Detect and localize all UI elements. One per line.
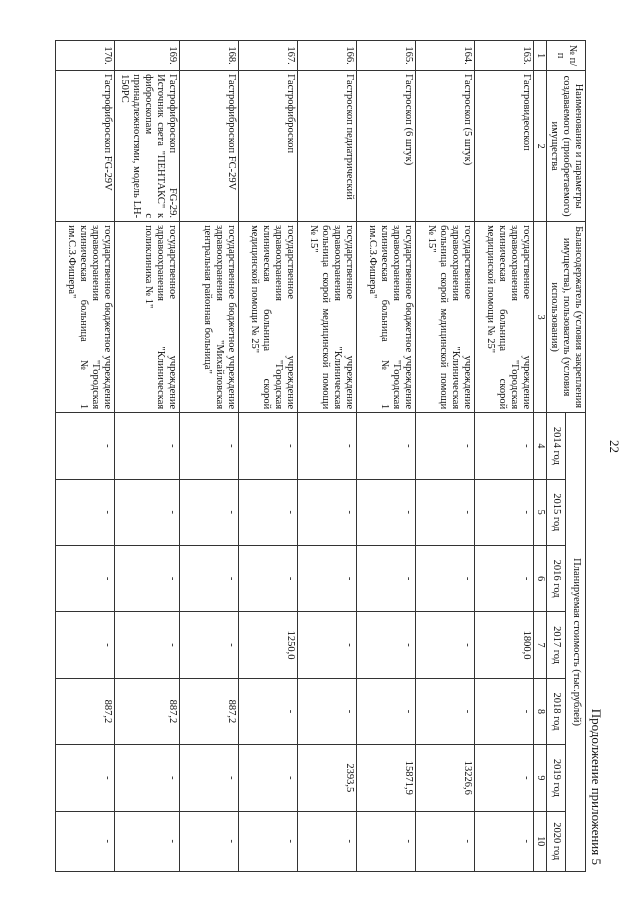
header-year: 2018 год [546,678,566,744]
continuation-label: Продолжение приложения 5 [589,708,604,865]
property-table [55,40,586,872]
row-value: - [56,479,115,545]
table-row [239,41,298,872]
row-value: 887,2 [115,678,180,744]
row-value: - [475,545,534,611]
row-name: Гастроскоп (6 штук) [357,71,416,222]
table-row [56,41,115,872]
row-value: - [56,811,115,871]
row-value: 15871,9 [357,745,416,811]
row-value: - [357,479,416,545]
row-value: - [298,811,357,871]
row-name: Гастрофиброскоп FC-29V [180,71,239,222]
header-year: 2019 год [546,745,566,811]
row-value: - [416,678,475,744]
column-index: 3 [534,222,547,413]
table-row [180,41,239,872]
row-name: Гастровидеоскоп [475,71,534,222]
row-value: - [239,413,298,479]
row-name: Гастроскоп педиатрический [298,71,357,222]
row-number: 167. [239,41,298,71]
row-value: - [239,811,298,871]
row-value: - [475,811,534,871]
row-value: - [357,678,416,744]
column-index: 10 [534,811,547,871]
row-value: 887,2 [56,678,115,744]
column-index: 1 [534,41,547,71]
table-row [357,41,416,872]
row-value: - [56,745,115,811]
row-number: 164. [416,41,475,71]
row-number: 170. [56,41,115,71]
header-num: № п/п [546,41,585,71]
row-value: - [239,678,298,744]
table-row [416,41,475,872]
row-number: 168. [180,41,239,71]
row-value: - [180,413,239,479]
column-index: 9 [534,745,547,811]
row-value: - [475,413,534,479]
row-holder: государственное учреждение здравоохранения "Городская клиническая больница скорой медицинской помощи № 25" [239,222,298,413]
row-holder: государственное бюджетное учреждение здравоохранения "Михайловская центральная районная больница" [180,222,239,413]
row-value: - [298,612,357,678]
table-row [475,41,534,872]
row-number: 166. [298,41,357,71]
header-year: 2016 год [546,545,566,611]
column-index: 8 [534,678,547,744]
row-value: - [298,413,357,479]
column-index: 4 [534,413,547,479]
row-number: 163. [475,41,534,71]
row-value: - [115,811,180,871]
row-holder: государственное учреждение здравоохранения "Клиническая больница скорой медицинской помощи № 15" [416,222,475,413]
header-year: 2014 год [546,413,566,479]
row-value: - [56,413,115,479]
row-value: - [115,479,180,545]
row-value: - [357,612,416,678]
row-value: - [416,413,475,479]
row-value: 1800,0 [475,612,534,678]
row-value: - [239,745,298,811]
row-holder: государственное учреждение здравоохранения "Клиническая поликлиника № 1" [115,222,180,413]
row-name: Гастрофиброскоп FG-29. Источник света "ПЕНТАКС" к фиброскопам с принадлежностями, модель LH-150PC [115,71,180,222]
row-value: - [298,545,357,611]
row-number: 169. [115,41,180,71]
header-year: 2015 год [546,479,566,545]
row-value: - [180,811,239,871]
column-index: 5 [534,479,547,545]
row-holder: государственное бюджетное учреждение здравоохранения "Городская клиническая больница № 1 им.С.З.Фишера" [56,222,115,413]
row-value: - [180,612,239,678]
row-value: - [357,811,416,871]
row-value: - [115,545,180,611]
row-value: - [475,678,534,744]
row-value: - [416,612,475,678]
row-value: - [239,479,298,545]
row-value: - [180,545,239,611]
table-row [115,41,180,872]
row-value: 1250,0 [239,612,298,678]
row-value: - [56,545,115,611]
row-value: - [475,745,534,811]
row-value: - [475,479,534,545]
row-value: 887,2 [180,678,239,744]
row-value: - [298,479,357,545]
row-value: - [115,612,180,678]
row-value: - [180,479,239,545]
row-value: - [180,745,239,811]
row-value: - [357,413,416,479]
column-index: 6 [534,545,547,611]
row-value: - [115,413,180,479]
row-value: - [56,612,115,678]
column-index: 7 [534,612,547,678]
row-value: - [416,479,475,545]
row-holder: государственное учреждение здравоохранения "Клиническая больница скорой медицинской помощи № 15" [298,222,357,413]
page-number: 22 [607,440,622,453]
header-holder: Балансодержатель (условия закрепления имущества), пользователь (условия использования) [546,222,585,413]
row-value: - [357,545,416,611]
row-name: Гастроскоп (5 штук) [416,71,475,222]
row-value: 13226,6 [416,745,475,811]
column-index: 2 [534,71,547,222]
header-year: 2020 год [546,811,566,871]
row-value: 2393,5 [298,745,357,811]
header-name: Наименование и параметры создаваемого (приобретаемого) имущества [546,71,585,222]
row-number: 165. [357,41,416,71]
header-year: 2017 год [546,612,566,678]
row-value: - [298,678,357,744]
row-name: Гастрофиброскоп FG-29V [56,71,115,222]
row-value: - [416,811,475,871]
table-row [298,41,357,872]
header-planned-cost: Планируемая стоимость (тыс.рублей) [566,413,586,872]
row-holder: государственное бюджетное учреждение здравоохранения "Городская клиническая больница № 1 им.С.З.Фишера" [357,222,416,413]
row-value: - [239,545,298,611]
row-name: Гастрофиброскоп [239,71,298,222]
row-value: - [416,545,475,611]
row-holder: государственное учреждение здравоохранения "Городская клиническая больница скорой медицинской помощи № 25" [475,222,534,413]
row-value: - [115,745,180,811]
